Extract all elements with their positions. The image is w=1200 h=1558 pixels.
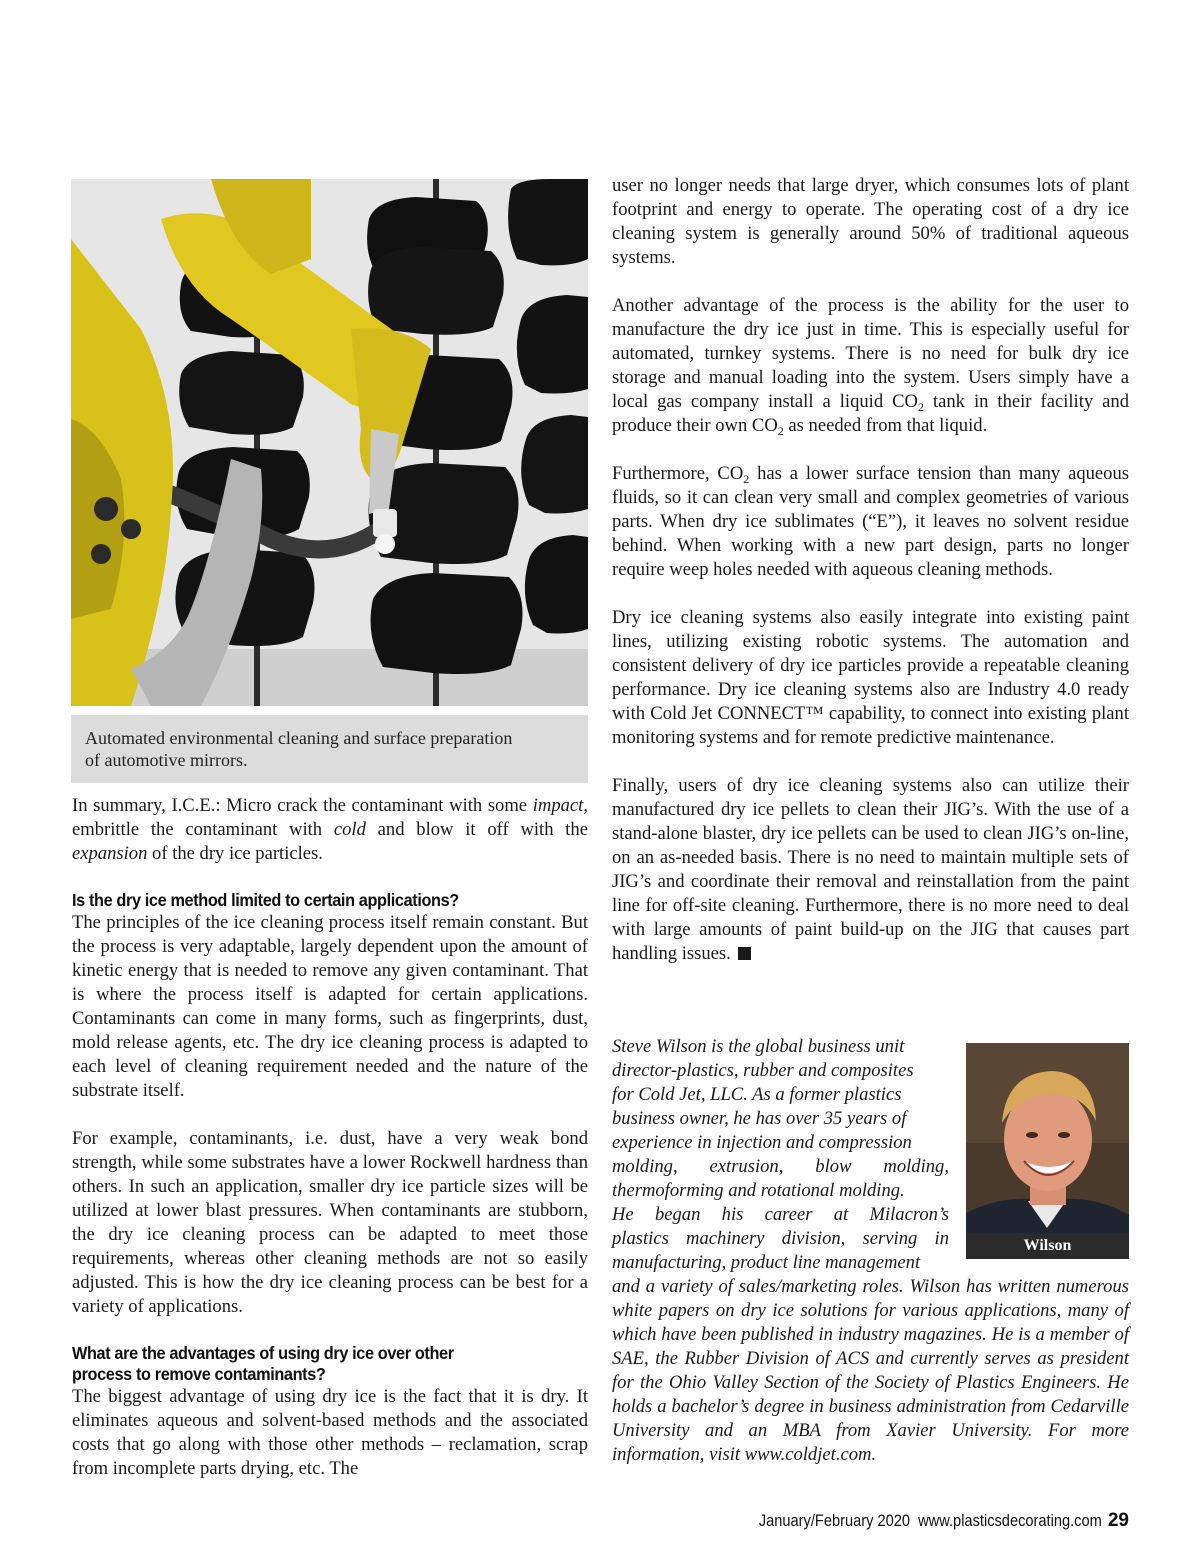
headshot-label: Wilson (966, 1233, 1129, 1259)
biggest-advantage-paragraph: The biggest advantage of using dry ice is the fact that it is dry. It eliminates aqueous and solvent-based methods and the associated costs that go along with those other methods – reclamation, scrap from incomplete parts drying, etc. The (72, 1386, 588, 1479)
bio-line: plastics machinery division, serving in (612, 1228, 949, 1249)
bio-line: experience in injection and compression (612, 1132, 912, 1153)
left-column (72, 794, 588, 1505)
bio-line: for Cold Jet, LLC. As a former plastics (612, 1084, 902, 1105)
summary-paragraph: In summary, I.C.E.: Micro crack the contaminant with some impact, embrittle the contaminant with cold and blow it off with the expansion of the dry ice particles. (72, 795, 588, 864)
end-mark-icon (738, 947, 751, 960)
robot-arm-illustration (71, 179, 588, 706)
caption-line: of automotive mirrors. (85, 750, 248, 770)
website: www.plasticsdecorating.com (918, 1511, 1102, 1530)
bio-line: Steve Wilson is the global business unit (612, 1036, 905, 1057)
issue-date: January/February 2020 (758, 1511, 911, 1530)
bio-line: business owner, he has over 35 years of (612, 1108, 907, 1129)
jig-paragraph: Finally, users of dry ice cleaning systems also can utilize their manufactured dry ice pellets to clean their JIG’s. With the use of a stand-alone blaster, dry ice pellets can be used to clean JIG’s on-line, on an as-needed basis. There is no need to maintain multiple sets of JIG’s and coordinate their removal and reinstallation from the paint line for off-site cleaning. Furthermore, there is no more need to deal with large amounts of paint build-up on the JIG that causes part handling issues. (612, 775, 1129, 964)
author-bio-head (612, 1035, 949, 1275)
author-headshot (966, 1043, 1129, 1259)
example-paragraph: For example, contaminants, i.e. dust, have a very weak bond strength, while some substrates have a lower Rockwell hardness than others. In such an application, smaller dry ice particle sizes will be utilized at lower blast pressures. When contaminants are stubborn, the dry ice cleaning process can be adapted to meet those requirements, whereas other cleaning methods are not so easily adjusted. This is how the dry ice cleaning process can be best for a variety of applications. (72, 1128, 588, 1317)
bio-line: molding, extrusion, blow molding, (612, 1156, 949, 1177)
page-number: 29 (1107, 1510, 1129, 1531)
figure-caption (71, 715, 588, 783)
caption-line: Automated environmental cleaning and surface preparation (85, 728, 513, 748)
just-in-time-paragraph: Another advantage of the process is the ability for the user to manufacture the dry ice just in time. This is especially useful for automated, turnkey systems. There is no need for bulk dry ice storage and manual loading into the system. Users simply have a local gas company install a liquid $CO_2$ tank in their facility and produce their own $CO_2$ as needed from that liquid. (612, 295, 1129, 438)
principles-paragraph: The principles of the ice cleaning process itself remain constant. But the process is very adaptable, largely dependent upon the amount of kinetic energy that is needed to remove any given contaminant. That is where the process itself is adapted for certain applications. Contaminants can come in many forms, such as fingerprints, dust, mold release agents, etc. The dry ice cleaning process is adapted to each level of cleaning requirement needed and the nature of the substrate itself. (72, 912, 588, 1101)
right-column (612, 174, 1129, 990)
robot-cleaning-photo (71, 179, 588, 706)
heading-advantages: What are the advantages of using dry ice over other process to remove contaminants? (72, 1343, 454, 1384)
bio-line: thermoforming and rotational molding. (612, 1180, 905, 1201)
heading-limited-applications: Is the dry ice method limited to certain applications? (72, 890, 459, 910)
surface-tension-paragraph: Furthermore, $CO_2$ has a lower surface tension than many aqueous fluids, so it can clean very small and complex geometries of various parts. When dry ice sublimates (“E”), it leaves no solvent residue behind. When working with a new part design, parts no longer require weep holes needed with aqueous cleaning methods. (612, 463, 1129, 580)
page-footer (703, 1510, 1129, 1532)
bio-line: manufacturing, product line management (612, 1252, 921, 1273)
integration-paragraph: Dry ice cleaning systems also easily integrate into existing paint lines, utilizing existing robotic systems. The automation and consistent delivery of dry ice particles provide a repeatable cleaning performance. Dry ice cleaning systems also are Industry 4.0 ready with Cold Jet CONNECT™ capability, to connect into existing plant monitoring systems and for remote predictive maintenance. (612, 607, 1129, 748)
dryer-paragraph: user no longer needs that large dryer, which consumes lots of plant footprint and energy to operate. The operating cost of a dry ice cleaning system is generally around 50% of traditional aqueous systems. (612, 175, 1129, 268)
bio-line: He began his career at Milacron’s (612, 1204, 949, 1225)
author-portrait-illustration (966, 1043, 1129, 1259)
author-bio-tail: and a variety of sales/marketing roles. Wilson has written numerous white papers on dry ice solutions for various applications, many of which have been published in industry magazines. He is a member of SAE, the Rubber Division of ACS and currently serves as president for the Ohio Valley Section of the Society of Plastics Engineers. He holds a bachelor’s degree in business administration from Cedarville University and an MBA from Xavier University. For more information, visit www.coldjet.com. (612, 1276, 1129, 1465)
bio-line: director-plastics, rubber and composites (612, 1060, 914, 1081)
